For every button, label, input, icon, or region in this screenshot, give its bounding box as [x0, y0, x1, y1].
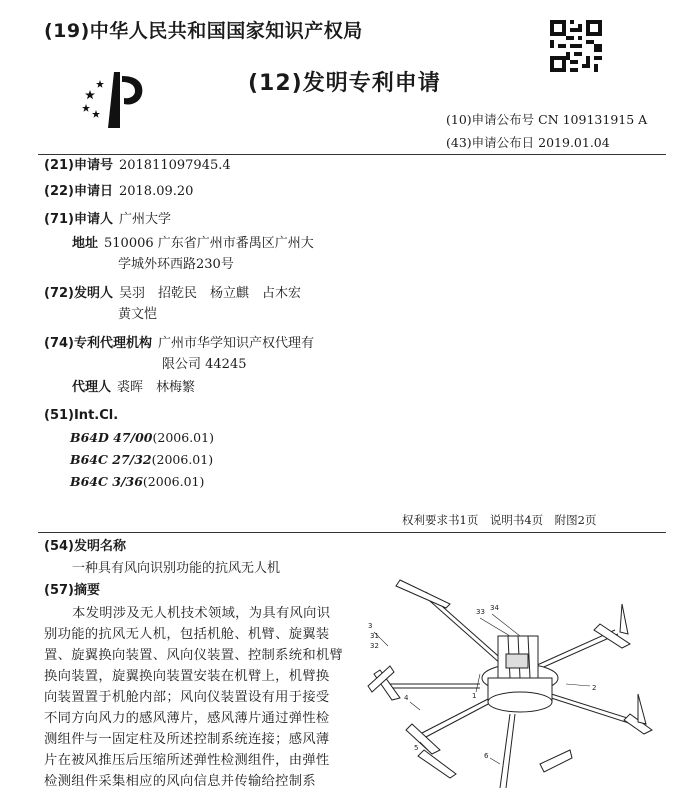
application-number: 201811097945.4	[118, 158, 231, 173]
agency-line-1: 广州市华学知识产权代理有	[157, 336, 314, 351]
ipc-entry	[70, 430, 214, 445]
applicant-label: (71)申请人	[44, 212, 113, 227]
abstract-line: 片在被风推压后压缩所述弹性检测组件，由弹性	[44, 753, 330, 768]
ipc-entry	[70, 452, 213, 467]
address-line-2: 学城外环西路230号	[118, 257, 234, 272]
part-label: 31	[370, 632, 379, 640]
part-labels	[374, 614, 590, 764]
invention-title-label: (54)发明名称	[44, 539, 126, 554]
agent-row	[72, 378, 195, 398]
part-label: 3	[368, 622, 373, 630]
ipc-row	[44, 406, 118, 426]
ipc-code: B64C 3/36	[70, 474, 143, 489]
inventors-line-1: 吴羽 招乾民 杨立麒 占木宏	[118, 286, 301, 301]
agency-label: (74)专利代理机构	[44, 336, 152, 351]
drone-cabin	[482, 636, 558, 712]
agent-label: 代理人	[72, 380, 112, 395]
agency-row	[44, 334, 314, 354]
inventors-label: (72)发明人	[44, 286, 113, 301]
abstract-line: 不同方向风力的感风薄片，感风薄片通过弹性检	[44, 711, 330, 726]
application-date: 2018.09.20	[118, 184, 194, 199]
address-line-1: 510006 广东省广州市番禺区广州大	[104, 236, 314, 251]
abstract-label: (57)摘要	[44, 583, 100, 598]
abstract-line: 检测组件采集相应的风向信息并传输给控制系	[44, 774, 316, 789]
agency-line-2: 限公司 44245	[162, 357, 247, 372]
publication-number: (10)申请公布号 CN 109131915 A	[446, 112, 648, 127]
inventors-line-2: 黄文恺	[118, 307, 158, 322]
document-type: (12)发明专利申请	[248, 71, 441, 96]
part-label: 4	[404, 694, 409, 702]
application-number-label: (21)申请号	[44, 158, 113, 173]
inventors-row	[44, 284, 301, 304]
abstract-label-row	[44, 581, 100, 601]
ipc-date: (2006.01)	[151, 452, 214, 467]
ipc-date: (2006.01)	[152, 430, 214, 445]
invention-title: 一种具有风向识别功能的抗风无人机	[72, 561, 281, 576]
agent: 裘晖 林梅繁	[117, 380, 196, 395]
page-counts: 权利要求书1页 说明书4页 附图2页	[402, 513, 597, 527]
qr-code	[550, 20, 602, 72]
ipc-date: (2006.01)	[142, 474, 205, 489]
applicant: 广州大学	[118, 212, 171, 227]
cnipa-logo	[80, 70, 150, 130]
ipc-code: B64C 27/32	[70, 452, 152, 467]
part-label: 2	[592, 684, 597, 692]
part-label: 34	[490, 604, 499, 612]
ipc-entry	[70, 474, 204, 489]
application-number-row	[44, 156, 231, 176]
application-date-row	[44, 182, 193, 202]
abstract-line: 别功能的抗风无人机，包括机舱、机臂、旋翼装	[44, 627, 330, 642]
part-label: 5	[414, 744, 419, 752]
abstract-line: 向装置置于机舱内部；风向仪装置设有用于接受	[44, 690, 330, 705]
header-divider	[38, 154, 666, 155]
abstract-line: 置、旋翼换向装置、风向仪装置、控制系统和机臂	[44, 648, 344, 663]
drone-drawing	[360, 574, 660, 788]
abstract-line: 测组件与一固定柱及所述控制系统连接；感风薄	[44, 732, 330, 747]
abstract-line: 换向装置，旋翼换向装置安装在机臂上，机臂换	[44, 669, 330, 684]
part-label: 1	[472, 692, 477, 700]
ipc-label: (51)Int.Cl.	[44, 408, 119, 423]
ipc-code: B64D 47/00	[70, 430, 153, 445]
office-name: (19)中华人民共和国国家知识产权局	[44, 20, 363, 42]
applicant-row	[44, 210, 171, 230]
address-row	[72, 234, 314, 254]
biblio-divider	[38, 532, 666, 533]
part-label: 32	[370, 642, 379, 650]
publication-date: (43)申请公布日 2019.01.04	[446, 135, 610, 150]
part-label: 6	[484, 752, 489, 760]
application-date-label: (22)申请日	[44, 184, 113, 199]
invention-title-label-row	[44, 537, 126, 557]
abstract-line: 本发明涉及无人机技术领域，为具有风向识	[72, 606, 331, 621]
address-label: 地址	[72, 236, 99, 251]
part-label: 33	[476, 608, 485, 616]
